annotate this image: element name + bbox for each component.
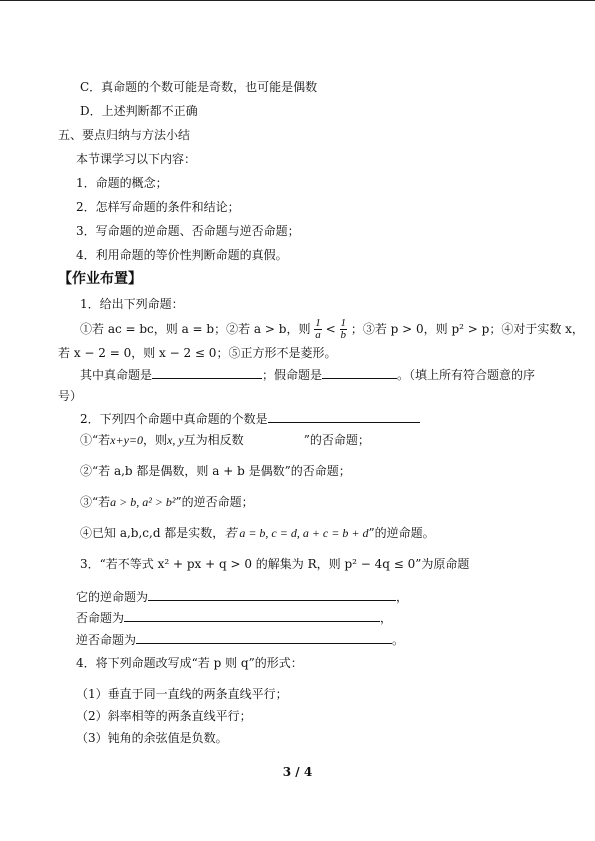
q2-3-open: ③“若	[80, 495, 111, 509]
q3-converse-comma: ，	[396, 590, 409, 604]
q3-converse-line	[76, 588, 408, 605]
q1-answer-cont: 号）	[58, 389, 83, 403]
q2-item-3	[80, 494, 254, 510]
q3-contra-label: 逆否命题为	[76, 633, 137, 647]
q4-item-3: （3）钝角的余弦值是负数。	[76, 731, 228, 745]
q2-1-close: ”的否命题；	[303, 433, 370, 447]
q1-line1	[80, 318, 584, 341]
frac1-den: a	[315, 329, 321, 341]
q2-1-then: ，则	[143, 433, 168, 447]
q1-answer-line	[80, 366, 535, 383]
q1-line1-tail: ；③若 p > 0，则 p² > p；④对于实数 x，	[350, 322, 584, 336]
q2-1-open: ①“若	[80, 433, 111, 447]
frac2-den: b	[340, 329, 346, 341]
q2-title-line	[80, 410, 420, 427]
frac2-num: 1	[340, 317, 346, 329]
q1-title: 1．给出下列命题：	[80, 297, 184, 311]
summary-item-3: 3．写命题的逆命题、否命题与逆否命题；	[76, 224, 300, 238]
q4-item-2: （2）斜率相等的两条直线平行；	[76, 709, 252, 723]
q3-inverse-blank[interactable]	[124, 609, 380, 622]
q3-contra-line	[76, 631, 404, 648]
option-d: D．上述判断都不正确	[80, 104, 198, 118]
q1-false-label: ；假命题是	[262, 368, 323, 382]
homework-heading: 【作业布置】	[58, 271, 142, 287]
fraction-1-over-b	[340, 318, 348, 341]
q2-blank[interactable]	[268, 410, 420, 423]
q1-line1-text: ①若 ac = bc，则 a = b；②若 a > b，则	[80, 322, 311, 336]
q2-3-cond: a > b, a² > b²	[110, 495, 176, 509]
q3-converse-label: 它的逆命题为	[76, 590, 149, 604]
frac1-num: 1	[315, 317, 321, 329]
q2-1-vars: x, y	[167, 433, 184, 447]
q2-title: 2．下列四个命题中真命题的个数是	[80, 412, 268, 426]
q2-4-given: ④已知 a,b,c,d 都是实数，	[80, 526, 225, 540]
top-rule	[0, 0, 595, 1]
fraction-1-over-a	[314, 318, 322, 341]
q2-item-4	[80, 525, 435, 541]
option-c: C．真命题的个数可能是奇数，也可能是偶数	[80, 80, 318, 94]
page-number: 3 / 4	[282, 765, 313, 779]
q2-1-cond: x+y=0	[110, 433, 143, 447]
q1-false-blank[interactable]	[322, 366, 397, 379]
q1-line2: 若 x − 2 = 0，则 x − 2 ≤ 0；⑤正方形不是菱形。	[58, 346, 337, 360]
q3-contra-blank[interactable]	[136, 631, 392, 644]
q4-title: 4．将下列命题改写成“若 p 则 q”的形式：	[76, 656, 303, 670]
q1-answer-note: 。（填上所有符合题意的序	[397, 368, 536, 382]
q2-1-concl: 互为相反数	[183, 433, 244, 447]
q2-3-close: ”的逆否命题；	[175, 495, 254, 509]
q2-4-cond: 若 a = b, c = d, a + c = b + d	[224, 526, 369, 540]
less-than-sign: <	[325, 322, 336, 336]
summary-item-4: 4．利用命题的等价性判断命题的真假。	[76, 248, 288, 262]
summary-item-2: 2．怎样写命题的条件和结论；	[76, 200, 240, 214]
q2-item-2: ②“若 a,b 都是偶数，则 a + b 是偶数”的否命题；	[80, 464, 351, 478]
q4-item-1: （1）垂直于同一直线的两条直线平行；	[76, 687, 288, 701]
q3-inverse-comma: ，	[380, 611, 393, 625]
q1-true-blank[interactable]	[152, 366, 262, 379]
q1-true-label: 其中真命题是	[80, 368, 153, 382]
summary-item-1: 1．命题的概念；	[76, 176, 168, 190]
q3-inverse-line	[76, 609, 392, 626]
q3-inverse-label: 否命题为	[76, 611, 125, 625]
q3-statement: 3．“若不等式 x² + px + q > 0 的解集为 R，则 p² − 4q ≤ 0”为原命题	[80, 557, 470, 571]
q2-item-1	[80, 432, 370, 448]
q3-contra-period: 。	[392, 633, 405, 647]
q3-converse-blank[interactable]	[148, 588, 396, 601]
q2-4-close: ”的逆命题。	[368, 526, 435, 540]
section-heading: 五、要点归纳与方法小结	[58, 128, 191, 142]
summary-intro: 本节课学习以下内容：	[76, 152, 197, 166]
